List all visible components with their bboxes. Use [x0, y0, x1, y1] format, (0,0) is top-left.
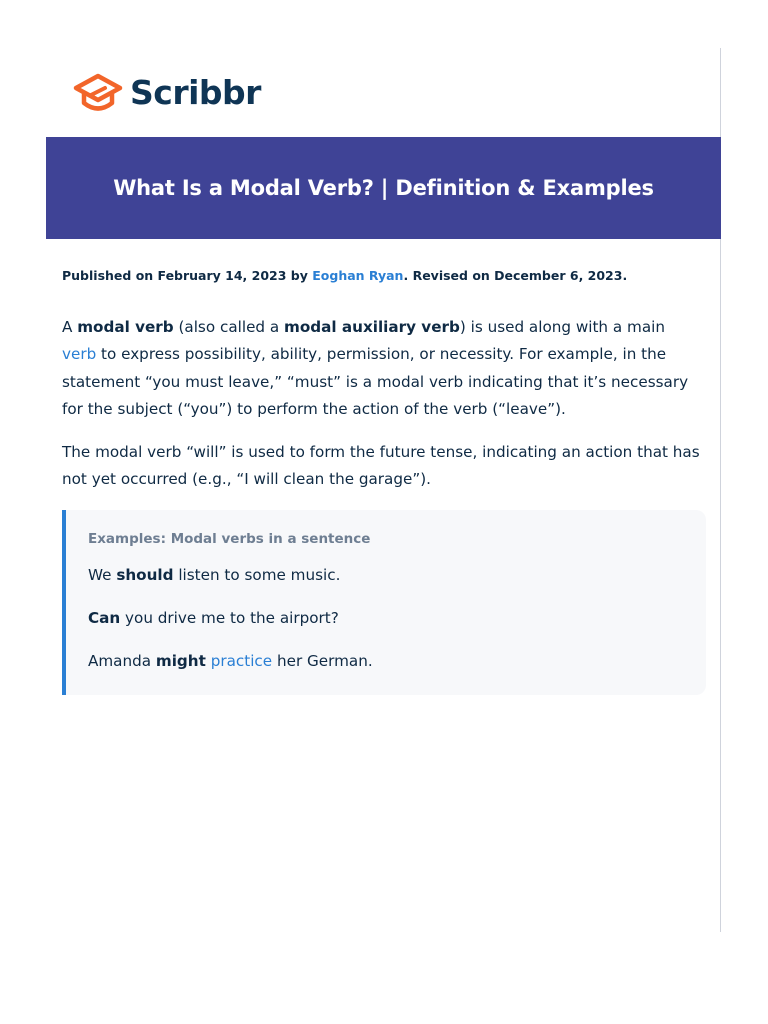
scribbr-logo[interactable] — [72, 70, 261, 116]
term-modal-auxiliary-verb: modal auxiliary verb — [284, 318, 460, 336]
page-title: What Is a Modal Verb? | Definition & Examples — [113, 176, 654, 200]
text: Amanda — [88, 652, 156, 670]
future-tense-paragraph: The modal verb “will” is used to form the future tense, indicating an action that has not yet occurred (e.g., “I will clean the garage”). — [62, 443, 700, 489]
text: you drive me to the airport? — [120, 609, 339, 627]
modal-word: Can — [88, 609, 121, 627]
published-date: Published on February 14, 2023 by — [62, 268, 313, 283]
publication-meta — [62, 268, 702, 283]
example-sentence-3 — [88, 652, 373, 670]
examples-box — [62, 510, 706, 695]
text: listen to some music. — [173, 566, 341, 584]
text: We — [88, 566, 117, 584]
verb-link[interactable]: verb — [62, 345, 97, 364]
examples-title: Examples: Modal verbs in a sentence — [88, 531, 371, 547]
text: ) is used along with a main — [459, 318, 665, 336]
text: to express possibility, ability, permission, or necessity. For example, in the statement “you must leave,” “must” is a modal verb indicating that it’s necessary for the subject (“you”) to perform the action of the verb (“leave”). — [62, 345, 689, 418]
author-link[interactable]: Eoghan Ryan — [312, 268, 404, 283]
intro-paragraph — [62, 314, 702, 423]
text: her German. — [272, 652, 373, 670]
revised-date: . Revised on December 6, 2023. — [403, 268, 628, 283]
text: A — [62, 318, 78, 336]
practice-link[interactable]: practice — [210, 652, 273, 670]
text: (also called a — [173, 318, 285, 336]
term-modal-verb: modal verb — [77, 318, 174, 336]
example-sentence-2 — [88, 609, 339, 627]
graduation-cap-icon — [72, 72, 124, 114]
example-sentence-1 — [88, 566, 340, 584]
brand-name: Scribbr — [130, 73, 261, 112]
title-banner — [46, 137, 721, 239]
modal-word: should — [116, 566, 174, 584]
modal-word: might — [155, 652, 206, 670]
